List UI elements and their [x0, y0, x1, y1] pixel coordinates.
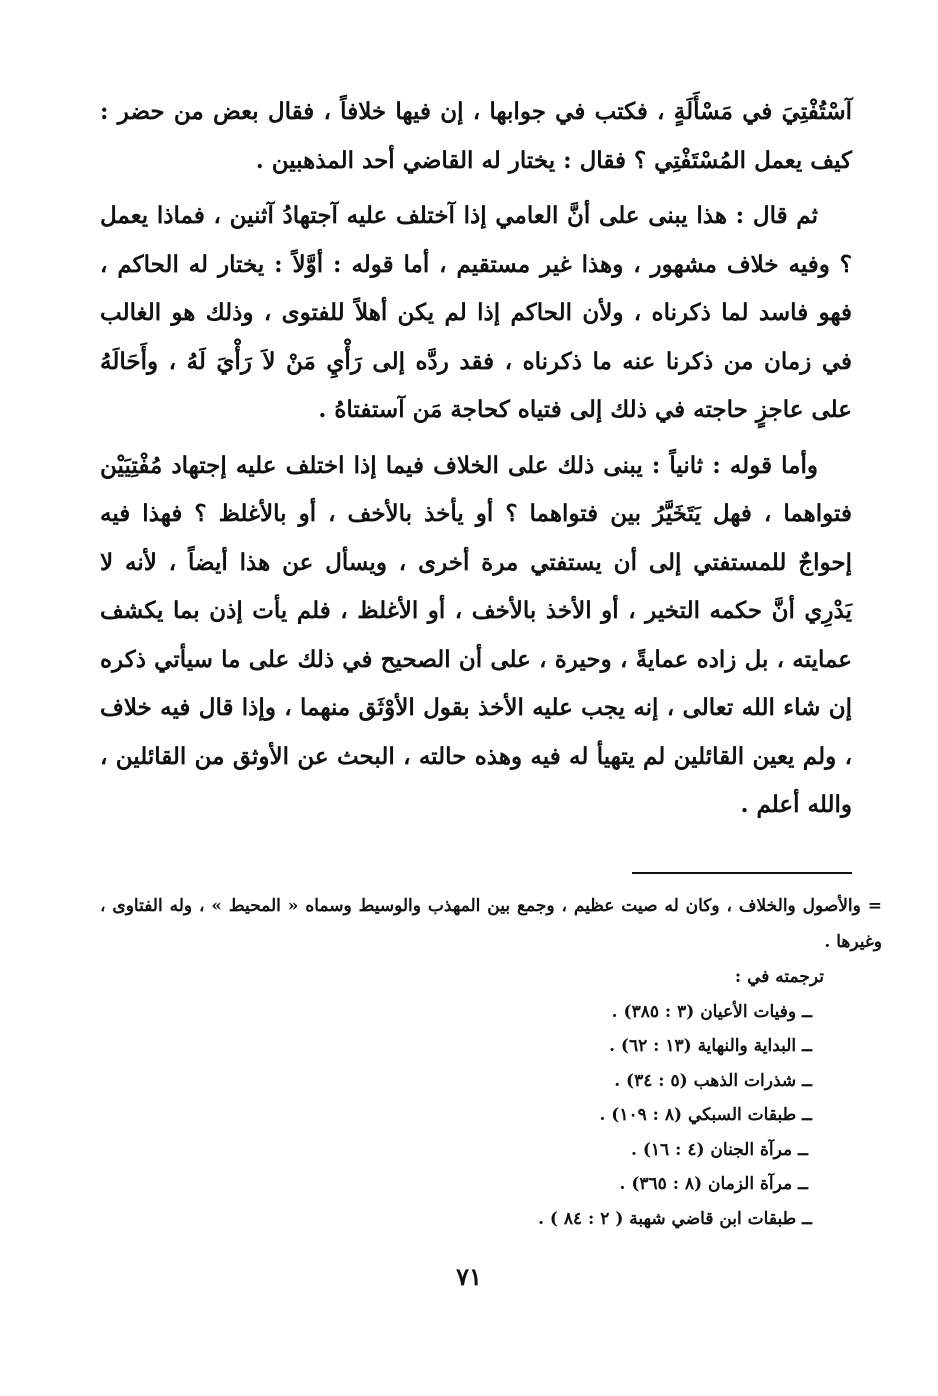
- footnote-source-item: ــ مرآة الزمان (٨ : ٣٦٥) .: [619, 1174, 808, 1194]
- paragraph-second-objection: وأما قوله : ثانياً : يبنى ذلك على الخلاف فيما إذا اختلف عليه إجتهاد مُفْتِيَيْن فتواهما ، فهل يَتَخَيَّرُ بين فتواهما ؟ أو يأخذ بالأخف ، أو بالأغلظ ؟ فهذا فيه إحواجٌ للمستفتي إلى أن يستفتي مرة أخرى ، ويسأل عن هذا أيضاً ، لأنه لا يَدْرِي أنَّ حكمه التخير ، أو الأخذ بالأخف ، أو الأغلظ ، فلم يأت إذن بما يكشف عمايته ، بل زاده عمايةً ، وحيرة ، على أن الصحيح في ذلك على ما سيأتي ذكره إن شاء الله تعالى ، إنه يجب عليه الأخذ بقول الأوْثَق منهما ، وإذا قال فيه خلاف ، ولم يعين القائلين لم يتهيأ له فيه وهذه حالته ، البحث عن الأوثق من القائلين ، والله أعلم .: [100, 451, 852, 818]
- main-body-text: [100, 88, 852, 830]
- footnote-source-item: ــ البداية والنهاية (١٣ : ٦٢) .: [609, 1036, 812, 1056]
- footnote-source-item: ــ وفيات الأعيان (٣ : ٣٨٥) .: [611, 1001, 812, 1022]
- footnote-source-item: ــ طبقات ابن قاضي شهبة ( ٢ : ٨٤ ) .: [538, 1208, 812, 1229]
- paragraph-istifta: آسْتُفْتِيَ في مَسْأَلَةٍ ، فكتب في جوابها ، إن فيها خلافاً ، فقال بعض من حضر : كيف يعمل المُسْتَفْتِي ؟ فقال : يختار له القاضي أحد المذهبين .: [100, 98, 852, 174]
- footnote-continuation: = والأصول والخلاف ، وكان له صيت عظيم ، وجمع بين المهذب والوسيط وسماه « المحيط » ، وله الفتاوى ، وغيرها .: [100, 896, 882, 952]
- footnote-source-item: ــ مرآة الجنان (٤ : ١٦) .: [631, 1139, 808, 1160]
- footnote-sources-list: [100, 995, 882, 1237]
- footnote-source-item: ــ شذرات الذهب (٥ : ٣٤) .: [614, 1070, 812, 1091]
- footnote-section: [100, 888, 882, 1236]
- page-number: ٧١: [456, 1262, 482, 1291]
- footnote-source-item: ــ طبقات السبكي (٨ : ١٠٩) .: [599, 1105, 812, 1125]
- footnote-sources-heading: ترجمته في :: [734, 967, 824, 987]
- paragraph-first-objection: ثم قال : هذا يبنى على أنَّ العامي إذا آختلف عليه آجتهادُ آثنين ، فماذا يعمل ؟ وفيه خلاف مشهور ، وهذا غير مستقيم ، أما قوله : أوَّلاً : يختار له الحاكم ، فهو فاسد لما ذكرناه ، ولأن الحاكم إذا لم يكن أهلاً للفتوى ، وذلك هو الغالب في زمان من ذكرنا عنه ما ذكرناه ، فقد ردَّه إلى رَأْيِ مَنْ لاَ رَأْيَ لَهُ ، وأَحَالَهُ على عاجزٍ حاجته في ذلك إلى فتياه كحاجة مَن آستفتاهُ .: [100, 202, 852, 423]
- footnote-separator: [632, 872, 852, 874]
